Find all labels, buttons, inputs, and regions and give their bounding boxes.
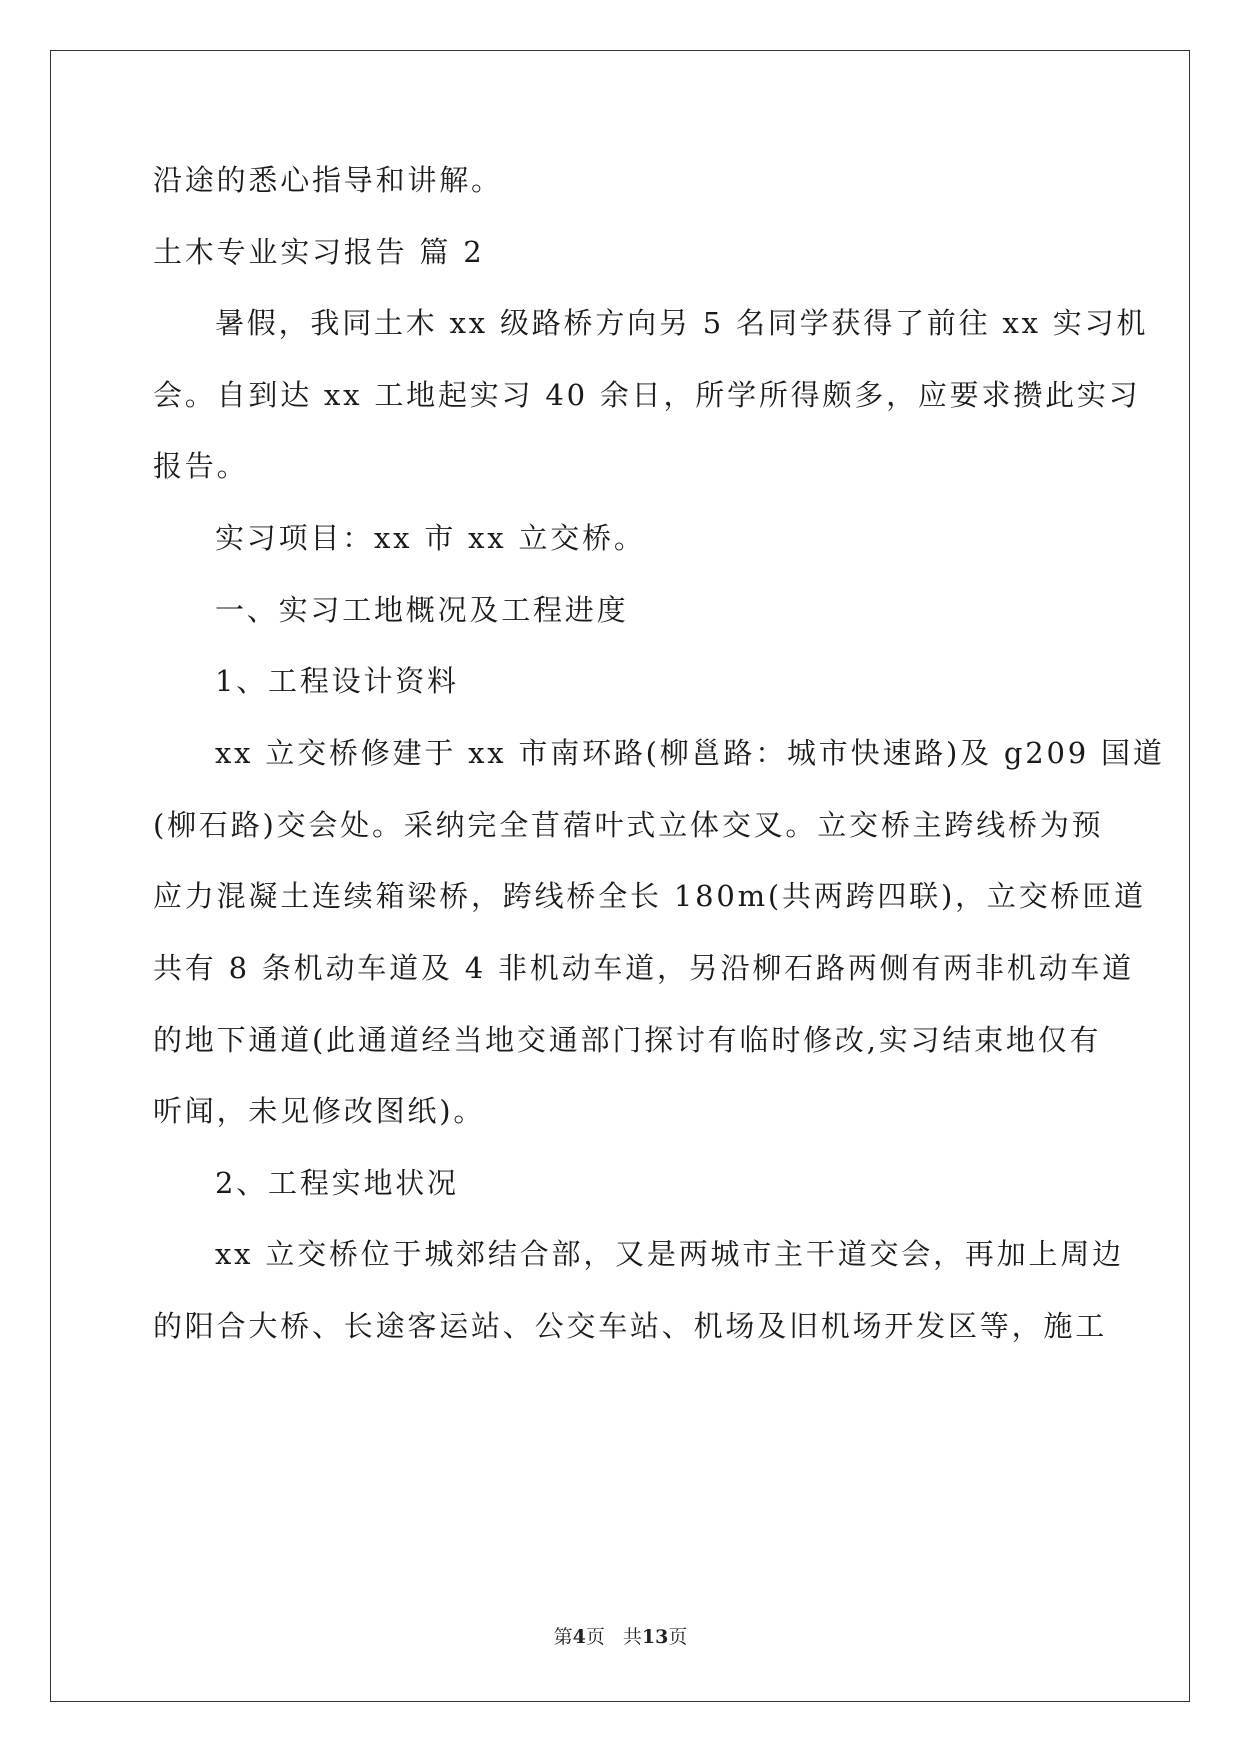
text-line: (柳石路)交会处。采纳完全苜蓿叶式立体交叉。立交桥主跨线桥为预: [153, 808, 1104, 842]
text-line: 的阳合大桥、长途客运站、公交车站、机场及旧机场开发区等，施工: [153, 1309, 1108, 1343]
page-footer: [0, 1625, 1241, 1649]
total-pages: 13: [641, 1626, 669, 1648]
total-label-suffix: 页: [668, 1626, 688, 1648]
subsection-heading: 1、工程设计资料: [215, 664, 459, 698]
text-line: 听闻，未见修改图纸)。: [153, 1094, 486, 1128]
text-line: 报告。: [153, 449, 249, 483]
subsection-heading: 一、实习工地概况及工程进度: [215, 593, 629, 627]
section-heading: 土木专业实习报告 篇 2: [153, 235, 485, 269]
text-line: 应力混凝土连续箱梁桥，跨线桥全长 180m(共两跨四联)，立交桥匝道: [153, 879, 1146, 913]
text-line: 暑假，我同土木 xx 级路桥方向另 5 名同学获得了前往 xx 实习机: [215, 306, 1149, 340]
text-line: xx 立交桥位于城郊结合部，又是两城市主干道交会，再加上周边: [215, 1237, 1124, 1271]
text-line: 沿途的悉心指导和讲解。: [153, 163, 503, 197]
text-line: 的地下通道(此通道经当地交通部门探讨有临时修改,实习结束地仅有: [153, 1023, 1102, 1057]
text-line: 共有 8 条机动车道及 4 非机动车道，另沿柳石路两侧有两非机动车道: [153, 951, 1134, 985]
total-label-prefix: 共: [622, 1626, 642, 1648]
page-number: 4: [572, 1626, 586, 1648]
text-line: xx 立交桥修建于 xx 市南环路(柳邕路：城市快速路)及 g209 国道: [215, 736, 1165, 770]
subsection-heading: 2、工程实地状况: [215, 1166, 459, 1200]
page-label-prefix: 第: [553, 1626, 573, 1648]
text-line: 会。自到达 xx 工地起实习 40 余日，所学所得颇多，应要求攒此实习: [153, 378, 1141, 412]
page-label-suffix: 页: [585, 1626, 605, 1648]
text-line: 实习项目：xx 市 xx 立交桥。: [215, 521, 646, 555]
